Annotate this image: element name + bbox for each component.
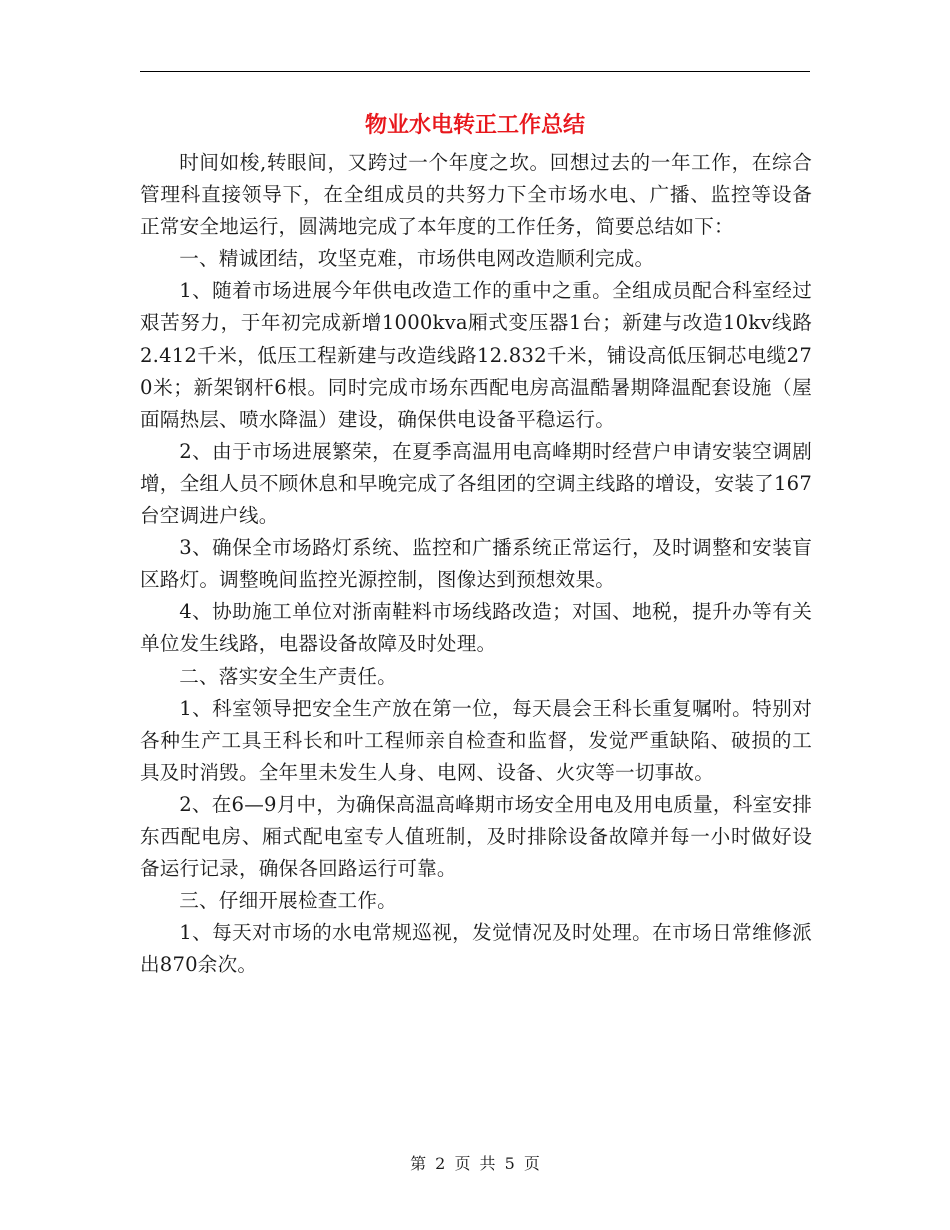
paragraph-1-2: 2、由于市场进展繁荣，在夏季高温用电高峰期时经营户申请安装空调剧增，全组人员不顾休息和早晚完成了各组团的空调主线路的增设，安装了167台空调进户线。 [140, 439, 812, 528]
paragraph-1-4: 4、协助施工单位对浙南鞋料市场线路改造；对国、地税，提升办等有关单位发生线路，电器设备故障及时处理。 [140, 600, 812, 656]
paragraph-intro: 时间如梭,转眼间，又跨过一个年度之坎。回想过去的一年工作，在综合管理科直接领导下，在全组成员的共努力下全市场水电、广播、监控等设备正常安全地运行，圆满地完成了本年度的工作任务，简要总结如下： [140, 151, 812, 239]
paragraph-2-1: 1、科室领导把安全生产放在第一位，每天晨会王科长重复嘱咐。特别对各种生产工具王科长和叶工程师亲自检查和监督，发觉严重缺陷、破损的工具及时消毁。全年里未发生人身、电网、设备、火灾等一切事故。 [140, 696, 812, 784]
paragraph-1-1: 1、随着市场进展今年供电改造工作的重中之重。全组成员配合科室经过艰苦努力，于年初完成新增1000kva厢式变压器1台；新建与改造10kv线路2.412千米，低压工程新建与改造线路12.832千米，铺设高低压铜芯电缆270米；新架钢杆6根。同时完成市场东西配电房高温酷暑期降温配套设施（屋面隔热层、喷水降温）建设，确保供电设备平稳运行。 [140, 279, 812, 431]
paragraph-1-3: 3、确保全市场路灯系统、监控和广播系统正常运行，及时调整和安装盲区路灯。调整晚间监控光源控制，图像达到预想效果。 [140, 536, 812, 592]
document-body [140, 147, 812, 981]
page-footer: 第 2 页 共 5 页 [410, 1154, 540, 1173]
section-heading-1: 一、精诚团结，攻坚克难，市场供电网改造顺利完成。 [179, 247, 655, 271]
header-rule [140, 71, 810, 72]
paragraph-3-1: 1、每天对市场的水电常规巡视，发觉情况及时处理。在市场日常维修派出870余次。 [140, 921, 812, 977]
section-heading-3: 三、仔细开展检查工作。 [179, 889, 397, 913]
document-title: 物业水电转正工作总结 [364, 112, 585, 138]
section-heading-2: 二、落实安全生产责任。 [179, 664, 397, 688]
paragraph-2-2: 2、在6—9月中，为确保高温高峰期市场安全用电及用电质量，科室安排东西配电房、厢式配电室专人值班制，及时排除设备故障并每一小时做好设备运行记录，确保各回路运行可靠。 [140, 792, 812, 881]
